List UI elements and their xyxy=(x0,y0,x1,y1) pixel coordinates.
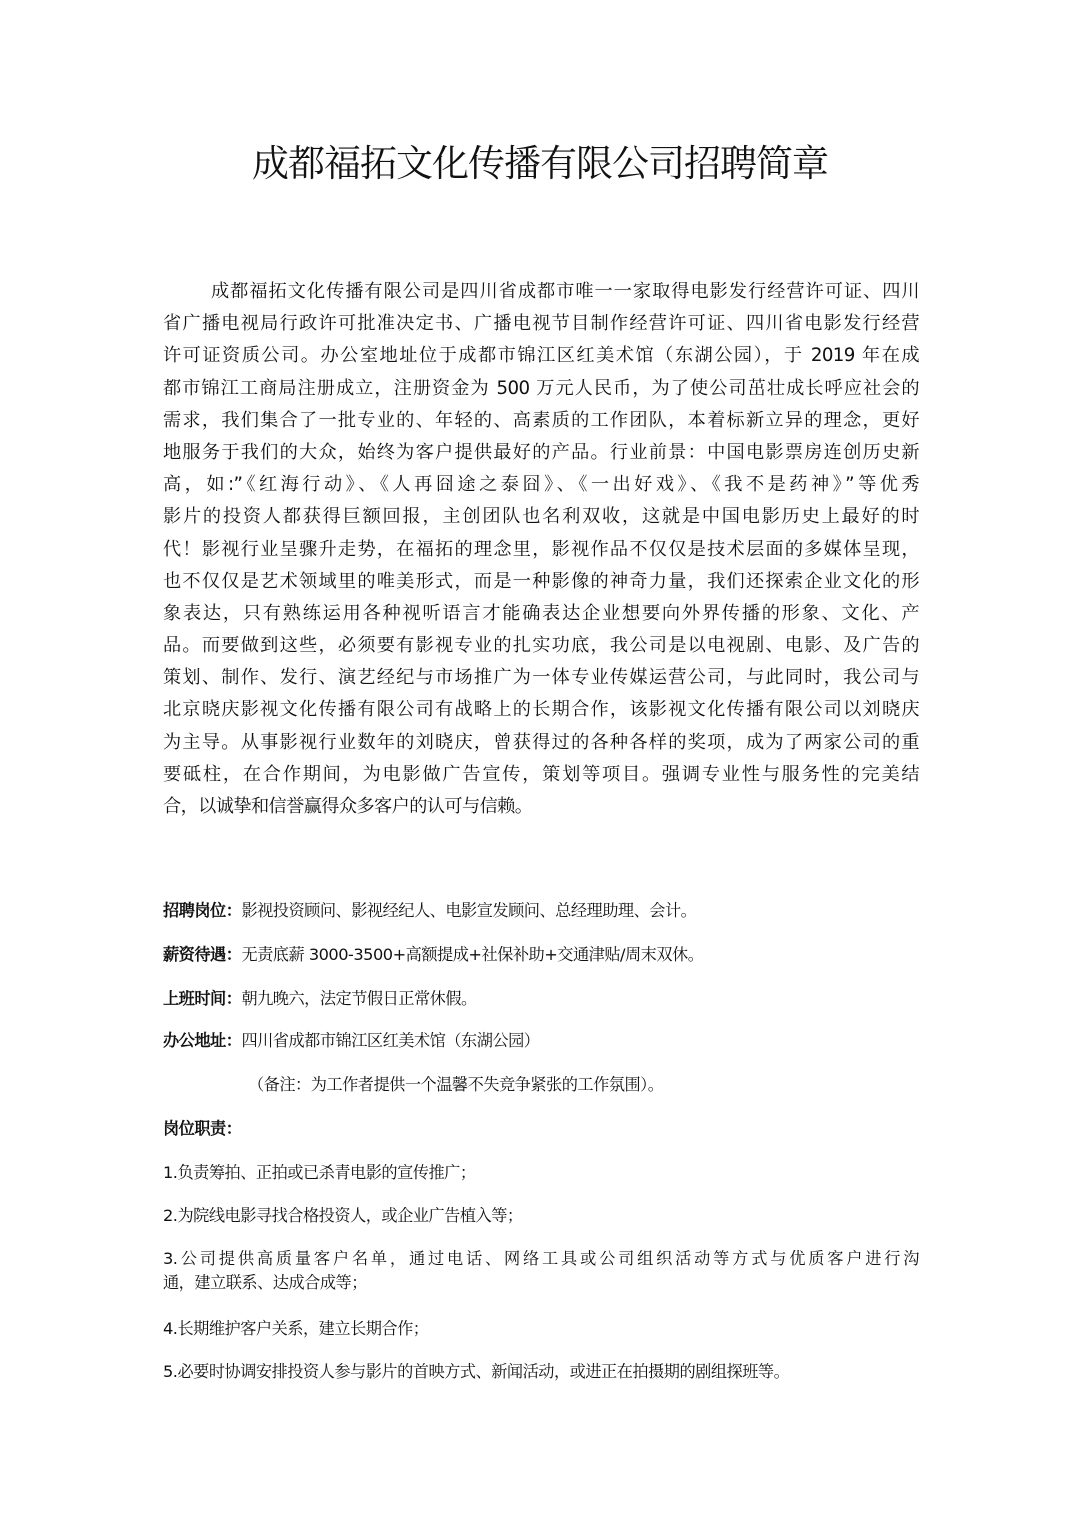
positions-label: 招聘岗位： xyxy=(163,901,242,920)
document-title: 成都福拓文化传播有限公司招聘简章 xyxy=(252,142,828,185)
intro-line: 北京晓庆影视文化传播有限公司有战略上的长期合作，该影视文化传播有限公司以刘晓庆 xyxy=(163,699,919,721)
duties-field xyxy=(163,1117,241,1141)
duty-item: 4.长期维护客户关系，建立长期合作； xyxy=(163,1319,429,1338)
intro-line: 也不仅仅是艺术领域里的唯美形式，而是一种影像的神奇力量，我们还探索企业文化的形 xyxy=(163,570,919,592)
intro-line: 许可证资质公司。办公室地址位于成都市锦江区红美术馆（东湖公园），于 2019 年在成 xyxy=(163,345,919,367)
address-field xyxy=(163,1029,540,1053)
duty-item-line: 3.公司提供高质量客户名单，通过电话、网络工具或公司组织活动等方式与优质客户进行沟 xyxy=(163,1249,919,1268)
duty-item: 1.负责筹拍、正拍或已杀青电影的宣传推广； xyxy=(163,1163,476,1182)
salary-label: 薪资待遇： xyxy=(163,945,242,964)
intro-line: 象表达，只有熟练运用各种视听语言才能确表达企业想要向外界传播的形象、文化、产 xyxy=(163,602,919,624)
intro-line: 要砥柱，在合作期间，为电影做广告宣传，策划等项目。强调专业性与服务性的完美结 xyxy=(163,763,919,785)
intro-line: 地服务于我们的大众，始终为客户提供最好的产品。行业前景：中国电影票房连创历史新 xyxy=(163,441,919,463)
intro-paragraph xyxy=(163,276,919,823)
intro-line: 影片的投资人都获得巨额回报，主创团队也名利双收，这就是中国电影历史上最好的时 xyxy=(163,506,919,528)
intro-line: 成都福拓文化传播有限公司是四川省成都市唯一一家取得电影发行经营许可证、四川 xyxy=(211,281,919,302)
duty-item: 5.必要时协调安排投资人参与影片的首映方式、新闻活动，或进正在拍摄期的剧组探班等。 xyxy=(163,1362,790,1381)
positions-value: 影视投资顾问、影视经纪人、电影宣发顾问、总经理助理、会计。 xyxy=(241,901,697,920)
intro-line: 都市锦江工商局注册成立，注册资金为 500 万元人民币，为了使公司茁壮成长呼应社会的 xyxy=(163,377,919,399)
duty-item-line: 通，建立联系、达成合成等； xyxy=(163,1273,367,1292)
hours-value: 朝九晚六，法定节假日正常休假。 xyxy=(241,989,477,1008)
intro-line: 高，如:”《红海行动》、《人再囧途之泰囧》、《一出好戏》、《我不是药神》”等优秀 xyxy=(163,474,919,496)
duty-item xyxy=(163,1247,919,1295)
intro-line: 合，以诚挚和信誉赢得众多客户的认可与信赖。 xyxy=(163,796,533,817)
note-text: （备注：为工作者提供一个温馨不失竞争紧张的工作氛围）。 xyxy=(248,1075,664,1094)
duties-label: 岗位职责： xyxy=(163,1119,242,1138)
salary-value: 无责底薪 3000-3500+高额提成+社保补助+交通津贴/周末双休。 xyxy=(241,945,704,964)
positions-field xyxy=(163,899,696,923)
hours-field xyxy=(163,987,477,1011)
intro-line: 省广播电视局行政许可批准决定书、广播电视节目制作经营许可证、四川省电影发行经营 xyxy=(163,313,919,335)
intro-line: 品。而要做到这些，必须要有影视专业的扎实功底，我公司是以电视剧、电影、及广告的 xyxy=(163,635,919,657)
intro-line: 需求，我们集合了一批专业的、年轻的、高素质的工作团队，本着标新立异的理念，更好 xyxy=(163,409,919,431)
duty-item: 2.为院线电影寻找合格投资人，或企业广告植入等； xyxy=(163,1206,523,1225)
hours-label: 上班时间： xyxy=(163,989,242,1008)
intro-line: 策划、制作、发行、演艺经纪与市场推广为一体专业传媒运营公司，与此同时，我公司与 xyxy=(163,667,919,689)
intro-line: 为主导。从事影视行业数年的刘晓庆，曾获得过的各种各样的奖项，成为了两家公司的重 xyxy=(163,731,919,753)
salary-field xyxy=(163,943,703,967)
address-label: 办公地址： xyxy=(163,1031,242,1050)
intro-line: 代！影视行业呈骤升走势，在福拓的理念里，影视作品不仅仅是技术层面的多媒体呈现， xyxy=(163,538,919,560)
address-value: 四川省成都市锦江区红美术馆（东湖公园） xyxy=(241,1031,540,1050)
